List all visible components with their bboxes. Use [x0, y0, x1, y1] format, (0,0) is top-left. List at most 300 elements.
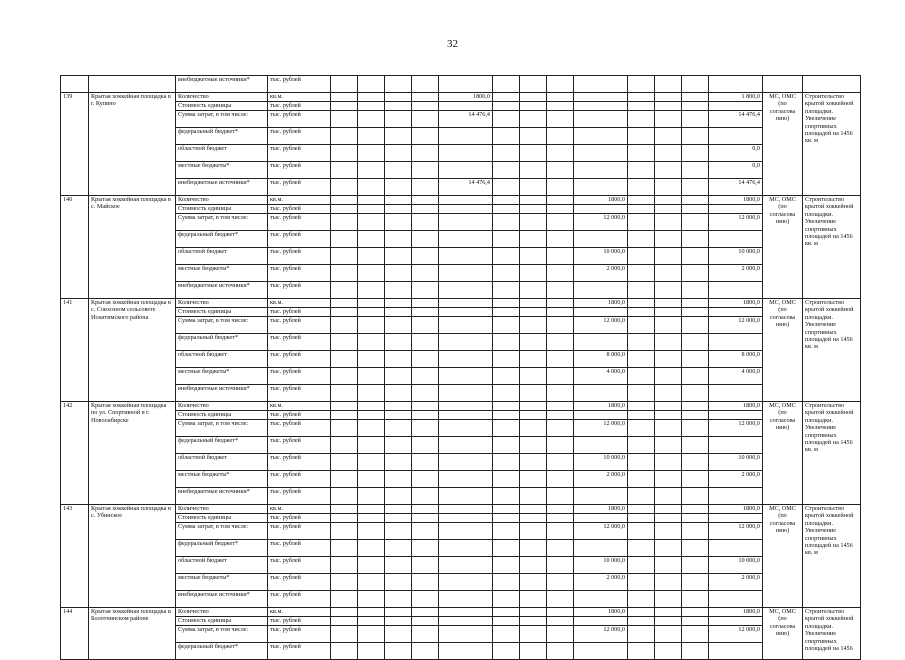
table-row [61, 214, 861, 231]
value-cell [331, 93, 358, 102]
value-cell [412, 76, 439, 93]
value-cell [547, 437, 574, 454]
indicator-label: местные бюджеты* [176, 471, 268, 488]
value-cell [547, 111, 574, 128]
result-cell: Строительство крытой хоккейной площадки. Увеличение спортивных площадей на 1456 кв. м [803, 196, 861, 299]
value-cell [655, 591, 682, 608]
indicator-label: областной бюджет [176, 248, 268, 265]
table-row [61, 299, 861, 308]
value-cell [655, 402, 682, 411]
value-cell [412, 231, 439, 248]
value-cell [358, 505, 385, 514]
value-cell [520, 420, 547, 437]
value-cell [520, 437, 547, 454]
table-row [61, 420, 861, 437]
value-cell [628, 317, 655, 334]
value-cell [412, 93, 439, 102]
value-cell [574, 128, 628, 145]
table-row [61, 454, 861, 471]
value-cell [331, 128, 358, 145]
value-cell: 2 000,0 [574, 471, 628, 488]
value-cell [439, 488, 493, 505]
value-cell [574, 111, 628, 128]
value-cell [331, 179, 358, 196]
indicator-label: областной бюджет [176, 145, 268, 162]
value-cell [628, 385, 655, 402]
project-name: Крытая хоккейная площадка по ул. Спортивной в г. Новосибирске [89, 402, 176, 505]
value-cell [439, 540, 493, 557]
executor-cell: МС, ОМС (по согласова нию) [763, 608, 803, 660]
value-cell [385, 111, 412, 128]
value-cell [520, 128, 547, 145]
value-cell [493, 76, 520, 93]
value-cell [547, 93, 574, 102]
value-cell [412, 317, 439, 334]
value-cell [439, 523, 493, 540]
indicator-label: Стоимость единицы [176, 514, 268, 523]
value-cell [358, 385, 385, 402]
value-cell [385, 179, 412, 196]
value-cell [331, 505, 358, 514]
value-cell [412, 334, 439, 351]
value-cell [331, 76, 358, 93]
value-cell [331, 368, 358, 385]
indicator-label: местные бюджеты* [176, 265, 268, 282]
value-cell [439, 265, 493, 282]
value-cell [547, 334, 574, 351]
indicator-label: Сумма затрат, в том числе: [176, 214, 268, 231]
value-cell [439, 505, 493, 514]
value-cell: 10 000,0 [709, 248, 763, 265]
value-cell [628, 523, 655, 540]
value-cell [331, 574, 358, 591]
unit-cell: тыс. рублей [268, 420, 331, 437]
value-cell [493, 574, 520, 591]
value-cell [385, 643, 412, 660]
value-cell [493, 402, 520, 411]
value-cell [547, 351, 574, 368]
indicator-label: местные бюджеты* [176, 574, 268, 591]
table-row [61, 643, 861, 660]
value-cell [439, 317, 493, 334]
unit-cell: тыс. рублей [268, 617, 331, 626]
value-cell [331, 402, 358, 411]
value-cell [412, 102, 439, 111]
value-cell [547, 248, 574, 265]
indicator-label: Сумма затрат, в том числе: [176, 420, 268, 437]
value-cell [628, 617, 655, 626]
value-cell [331, 205, 358, 214]
table-row [61, 411, 861, 420]
indicator-label: федеральный бюджет* [176, 334, 268, 351]
table-row [61, 76, 861, 93]
value-cell [385, 454, 412, 471]
table-row [61, 488, 861, 505]
unit-cell: тыс. рублей [268, 205, 331, 214]
value-cell [574, 162, 628, 179]
table-row [61, 179, 861, 196]
value-cell [682, 299, 709, 308]
value-cell [358, 299, 385, 308]
value-cell [682, 248, 709, 265]
value-cell [574, 488, 628, 505]
indicator-label: Стоимость единицы [176, 617, 268, 626]
value-cell [682, 196, 709, 205]
table-row [61, 540, 861, 557]
value-cell [412, 591, 439, 608]
value-cell [547, 162, 574, 179]
value-cell [520, 205, 547, 214]
value-cell [547, 179, 574, 196]
value-cell [682, 617, 709, 626]
indicator-label: Количество [176, 93, 268, 102]
value-cell [628, 76, 655, 93]
value-cell [547, 523, 574, 540]
value-cell [709, 334, 763, 351]
value-cell [385, 128, 412, 145]
value-cell [331, 514, 358, 523]
value-cell [385, 308, 412, 317]
value-cell: 12 000,0 [709, 523, 763, 540]
value-cell [331, 411, 358, 420]
value-cell [412, 248, 439, 265]
value-cell [412, 540, 439, 557]
value-cell [547, 282, 574, 299]
table-row [61, 514, 861, 523]
value-cell [439, 437, 493, 454]
value-cell [682, 411, 709, 420]
value-cell [547, 557, 574, 574]
value-cell [520, 488, 547, 505]
value-cell [574, 385, 628, 402]
value-cell [358, 231, 385, 248]
value-cell [655, 557, 682, 574]
value-cell [682, 102, 709, 111]
value-cell [331, 265, 358, 282]
value-cell [385, 93, 412, 102]
value-cell [331, 317, 358, 334]
value-cell [385, 368, 412, 385]
value-cell [682, 488, 709, 505]
value-cell [547, 420, 574, 437]
table-row [61, 334, 861, 351]
value-cell: 1800,0 [709, 505, 763, 514]
value-cell [493, 420, 520, 437]
value-cell [682, 591, 709, 608]
value-cell [520, 111, 547, 128]
table-row [61, 205, 861, 214]
value-cell [520, 557, 547, 574]
value-cell [520, 248, 547, 265]
unit-cell: тыс. рублей [268, 214, 331, 231]
value-cell: 1800,0 [709, 299, 763, 308]
value-cell [574, 282, 628, 299]
unit-cell: тыс. рублей [268, 591, 331, 608]
value-cell [520, 214, 547, 231]
indicator-label: Количество [176, 196, 268, 205]
table-row [61, 162, 861, 179]
value-cell [655, 196, 682, 205]
value-cell [547, 196, 574, 205]
value-cell [385, 420, 412, 437]
value-cell [412, 411, 439, 420]
value-cell [439, 514, 493, 523]
value-cell: 1800,0 [574, 608, 628, 617]
table-row [61, 93, 861, 102]
value-cell [385, 514, 412, 523]
table-row [61, 591, 861, 608]
value-cell [439, 76, 493, 93]
value-cell [439, 608, 493, 617]
value-cell [520, 411, 547, 420]
value-cell: 10 000,0 [574, 557, 628, 574]
value-cell [547, 505, 574, 514]
value-cell [439, 299, 493, 308]
value-cell: 1800,0 [709, 196, 763, 205]
value-cell [682, 282, 709, 299]
indicator-label: Сумма затрат, в том числе: [176, 111, 268, 128]
value-cell: 8 000,0 [709, 351, 763, 368]
value-cell [574, 145, 628, 162]
value-cell [520, 505, 547, 514]
value-cell: 2 000,0 [574, 265, 628, 282]
unit-cell: кв.м. [268, 196, 331, 205]
value-cell: 0,0 [709, 145, 763, 162]
unit-cell: тыс. рублей [268, 540, 331, 557]
value-cell [439, 471, 493, 488]
value-cell: 4 000,0 [574, 368, 628, 385]
value-cell [358, 557, 385, 574]
value-cell [385, 299, 412, 308]
table-row [61, 608, 861, 617]
value-cell [628, 411, 655, 420]
value-cell [655, 505, 682, 514]
value-cell [655, 643, 682, 660]
value-cell [358, 179, 385, 196]
value-cell [385, 488, 412, 505]
value-cell [439, 248, 493, 265]
value-cell [547, 385, 574, 402]
value-cell [547, 574, 574, 591]
indicator-label: Сумма затрат, в том числе: [176, 523, 268, 540]
unit-cell: тыс. рублей [268, 308, 331, 317]
value-cell [331, 196, 358, 205]
row-number: 140 [61, 196, 89, 299]
indicator-label: федеральный бюджет* [176, 231, 268, 248]
value-cell [412, 299, 439, 308]
value-cell [628, 102, 655, 111]
unit-cell: тыс. рублей [268, 574, 331, 591]
executor-cell: МС, ОМС (по согласова нию) [763, 93, 803, 196]
value-cell [331, 248, 358, 265]
value-cell [574, 437, 628, 454]
value-cell [358, 591, 385, 608]
value-cell [628, 514, 655, 523]
value-cell [655, 523, 682, 540]
value-cell: 1800,0 [709, 402, 763, 411]
row-number [61, 76, 89, 93]
value-cell [439, 591, 493, 608]
value-cell [439, 420, 493, 437]
table-row [61, 111, 861, 128]
value-cell [358, 334, 385, 351]
value-cell [709, 643, 763, 660]
value-cell [655, 454, 682, 471]
value-cell [439, 196, 493, 205]
indicator-label: местные бюджеты* [176, 368, 268, 385]
value-cell [682, 514, 709, 523]
value-cell [682, 317, 709, 334]
value-cell: 1800,0 [574, 299, 628, 308]
indicator-label: Сумма затрат, в том числе: [176, 317, 268, 334]
project-name: Крытая хоккейная площадка в с. Майское [89, 196, 176, 299]
value-cell [655, 102, 682, 111]
value-cell [412, 145, 439, 162]
value-cell [628, 608, 655, 617]
result-cell: Строительство крытой хоккейной площадки. Увеличение спортивных площадей на 1456 [803, 608, 861, 660]
value-cell [628, 334, 655, 351]
value-cell [520, 471, 547, 488]
value-cell [331, 351, 358, 368]
value-cell [520, 514, 547, 523]
table-row [61, 308, 861, 317]
value-cell [520, 145, 547, 162]
value-cell [412, 505, 439, 514]
value-cell [520, 179, 547, 196]
value-cell [547, 514, 574, 523]
value-cell [493, 351, 520, 368]
unit-cell: тыс. рублей [268, 437, 331, 454]
value-cell [547, 402, 574, 411]
unit-cell: тыс. рублей [268, 643, 331, 660]
value-cell [655, 617, 682, 626]
unit-cell: кв.м. [268, 93, 331, 102]
value-cell [493, 471, 520, 488]
table-row [61, 557, 861, 574]
value-cell [493, 557, 520, 574]
result-cell: Строительство крытой хоккейной площадки. Увеличение спортивных площадей на 1456 кв. м [803, 93, 861, 196]
value-cell [655, 488, 682, 505]
value-cell [709, 128, 763, 145]
table-row [61, 128, 861, 145]
value-cell [412, 514, 439, 523]
value-cell [547, 411, 574, 420]
table-row [61, 196, 861, 205]
unit-cell: тыс. рублей [268, 471, 331, 488]
unit-cell: тыс. рублей [268, 626, 331, 643]
value-cell [385, 591, 412, 608]
value-cell [412, 128, 439, 145]
indicator-label: внебюджетные источники* [176, 385, 268, 402]
value-cell [385, 351, 412, 368]
value-cell [574, 334, 628, 351]
value-cell [493, 617, 520, 626]
value-cell [439, 162, 493, 179]
value-cell [493, 102, 520, 111]
indicator-label: Сумма затрат, в том числе: [176, 626, 268, 643]
value-cell [520, 317, 547, 334]
value-cell [574, 514, 628, 523]
indicator-label: внебюджетные источники* [176, 76, 268, 93]
value-cell [439, 334, 493, 351]
value-cell [439, 368, 493, 385]
table-row [61, 282, 861, 299]
value-cell [385, 231, 412, 248]
value-cell [493, 111, 520, 128]
value-cell [547, 308, 574, 317]
value-cell [520, 402, 547, 411]
value-cell [655, 231, 682, 248]
value-cell [358, 214, 385, 231]
executor-cell: МС, ОМС (по согласова нию) [763, 402, 803, 505]
value-cell [709, 411, 763, 420]
value-cell [331, 299, 358, 308]
value-cell [520, 591, 547, 608]
indicator-label: Количество [176, 402, 268, 411]
value-cell [628, 196, 655, 205]
table-row [61, 523, 861, 540]
value-cell [574, 93, 628, 102]
value-cell [385, 282, 412, 299]
indicator-label: областной бюджет [176, 557, 268, 574]
value-cell [412, 385, 439, 402]
value-cell [655, 514, 682, 523]
table-row [61, 385, 861, 402]
value-cell [385, 437, 412, 454]
row-number: 141 [61, 299, 89, 402]
value-cell [520, 617, 547, 626]
value-cell [358, 102, 385, 111]
value-cell [439, 643, 493, 660]
result-cell: Строительство крытой хоккейной площадки. Увеличение спортивных площадей на 1456 кв. м [803, 402, 861, 505]
value-cell [358, 205, 385, 214]
value-cell [412, 643, 439, 660]
row-number: 139 [61, 93, 89, 196]
value-cell [547, 617, 574, 626]
project-name: Крытая хоккейная площадка в Болотнинском районе [89, 608, 176, 660]
executor-cell [763, 76, 803, 93]
value-cell: 12 000,0 [574, 317, 628, 334]
value-cell: 2 000,0 [709, 471, 763, 488]
value-cell [493, 334, 520, 351]
value-cell [358, 488, 385, 505]
executor-cell: МС, ОМС (по согласова нию) [763, 299, 803, 402]
indicator-label: Количество [176, 505, 268, 514]
result-cell: Строительство крытой хоккейной площадки. Увеличение спортивных площадей на 1456 кв. м [803, 299, 861, 402]
value-cell: 14 476,4 [709, 179, 763, 196]
value-cell [385, 557, 412, 574]
value-cell [412, 437, 439, 454]
value-cell [574, 308, 628, 317]
value-cell [682, 179, 709, 196]
row-number: 142 [61, 402, 89, 505]
value-cell [655, 205, 682, 214]
value-cell [331, 102, 358, 111]
value-cell [439, 145, 493, 162]
value-cell [520, 351, 547, 368]
project-name: Крытая хоккейная площадка в с. Совхозном сельсовете Искитимского района [89, 299, 176, 402]
value-cell [385, 265, 412, 282]
unit-cell: тыс. рублей [268, 514, 331, 523]
value-cell [520, 76, 547, 93]
value-cell [493, 643, 520, 660]
value-cell: 1 800,0 [709, 93, 763, 102]
value-cell [493, 437, 520, 454]
value-cell [520, 102, 547, 111]
value-cell [682, 385, 709, 402]
value-cell [385, 248, 412, 265]
value-cell [682, 505, 709, 514]
